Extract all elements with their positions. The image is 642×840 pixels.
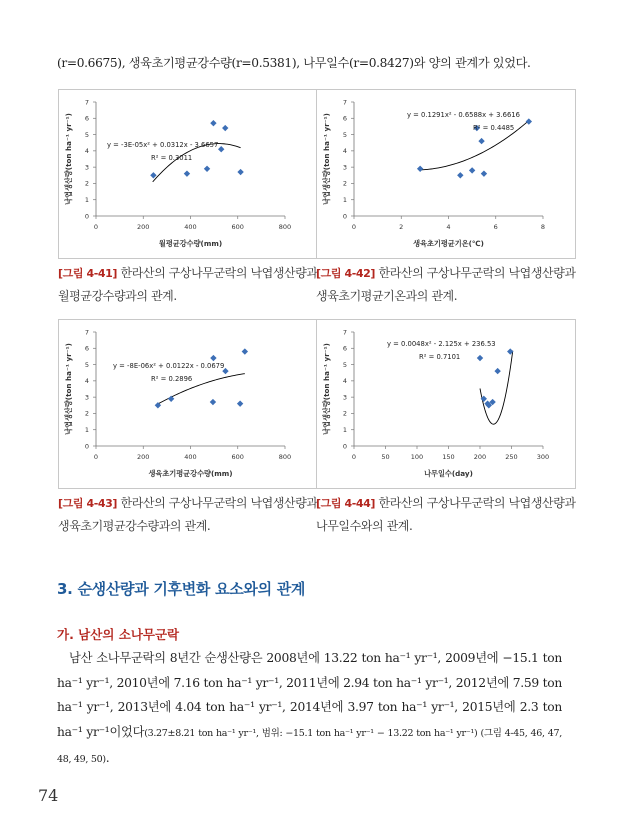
y-tick-label: 3: [342, 393, 347, 402]
x-axis-label: 생육초기평균기온(℃): [413, 239, 484, 248]
trend-equation: y = 0.1291x² - 0.6588x + 3.6616: [407, 111, 520, 119]
data-point: [210, 120, 216, 126]
x-tick-label: 800: [278, 223, 292, 231]
y-tick-label: 7: [342, 328, 347, 337]
y-tick-label: 1: [342, 426, 347, 435]
body-text-main: 남산 소나무군락의 8년간 순생산량은 2008년에 13.22 ton ha⁻¹ yr⁻¹, 2009년에 −15.1 ton ha⁻¹ yr⁻¹, 2010년에 7.16 ton ha⁻¹ yr⁻¹, 2011년에 2.94 ton ha⁻¹ yr⁻¹, 2012년에 7.59 ton ha⁻¹ yr⁻¹, 2013년에 4.04 ton ha⁻¹ yr⁻¹, 2014년에 3.97 ton ha⁻¹ yr⁻¹, 2015년에 2.3 ton ha⁻¹ yr⁻¹이었다: [57, 651, 562, 739]
x-tick-label: 50: [381, 453, 390, 461]
data-point: [237, 400, 243, 406]
y-tick-label: 6: [342, 114, 347, 123]
data-point: [481, 170, 487, 176]
data-point: [242, 348, 248, 354]
r-squared-label: R² = 0.3011: [151, 154, 193, 162]
x-tick-label: 400: [184, 453, 197, 461]
data-point: [210, 355, 216, 361]
y-tick-label: 7: [84, 328, 89, 337]
y-tick-label: 5: [342, 130, 347, 139]
x-tick-label: 2: [399, 223, 404, 231]
data-point: [204, 166, 210, 172]
y-tick-label: 7: [342, 98, 347, 107]
y-tick-label: 1: [84, 196, 89, 205]
x-tick-label: 400: [184, 223, 197, 231]
body-paragraph: [57, 646, 562, 773]
chart-fig44: [316, 319, 576, 489]
x-tick-label: 800: [278, 453, 292, 461]
trend-equation: y = -3E-05x² + 0.0312x - 3.6657: [107, 141, 219, 149]
x-tick-label: 0: [93, 453, 99, 461]
y-tick-label: 0: [84, 212, 89, 221]
y-axis-label: 낙엽생산량(ton ha⁻¹ yr⁻¹): [64, 113, 73, 205]
y-tick-label: 0: [84, 442, 89, 451]
y-tick-label: 4: [342, 147, 347, 156]
y-tick-label: 3: [84, 393, 89, 402]
y-tick-label: 4: [342, 377, 347, 386]
y-tick-label: 6: [342, 344, 347, 353]
r-squared-label: R² = 0.2896: [151, 375, 193, 383]
y-tick-label: 4: [84, 147, 89, 156]
y-axis-label: 낙엽생산량(ton ha⁻¹ yr⁻¹): [322, 113, 331, 205]
y-tick-label: 5: [84, 130, 89, 139]
x-tick-label: 600: [231, 223, 244, 231]
data-point: [469, 167, 475, 173]
x-tick-label: 6: [493, 223, 498, 231]
x-tick-label: 8: [540, 223, 546, 231]
r-squared-label: R² = 0.4485: [473, 124, 515, 132]
y-tick-label: 2: [84, 179, 89, 188]
y-tick-label: 7: [84, 98, 89, 107]
y-tick-label: 5: [342, 360, 347, 369]
caption-fig44: [316, 492, 581, 537]
x-tick-label: 200: [473, 453, 487, 461]
caption-fig43: [58, 492, 323, 537]
y-tick-label: 5: [84, 360, 89, 369]
caption-text: 한라산의 구상나무군락의 낙엽생산량과 생육초기평균기온과의 관계.: [316, 266, 576, 303]
data-point: [417, 166, 423, 172]
y-tick-label: 0: [342, 442, 347, 451]
y-tick-label: 3: [342, 163, 347, 172]
body-text-end: .: [105, 751, 110, 766]
page-number: 74: [38, 786, 59, 805]
chart-svg-fig44: [317, 320, 575, 488]
caption-text: 한라산의 구상나무군락의 낙엽생산량과 생육초기평균강수량과의 관계.: [58, 496, 318, 533]
section-title: 3. 순생산량과 기후변화 요소와의 관계: [57, 580, 306, 598]
x-tick-label: 100: [410, 453, 424, 461]
x-tick-label: 200: [137, 453, 150, 461]
caption-number: [그림 4-44]: [316, 497, 376, 510]
data-point: [184, 170, 190, 176]
data-point: [150, 172, 156, 178]
data-point: [477, 355, 483, 361]
y-tick-label: 0: [342, 212, 347, 221]
x-axis-label: 나무일수(day): [424, 469, 473, 478]
chart-fig43: [58, 319, 318, 489]
x-axis-label: 생육초기평균강수량(mm): [148, 469, 233, 478]
y-axis-label: 낙엽생산량(ton ha⁻¹ yr⁻¹): [64, 343, 73, 435]
y-tick-label: 1: [84, 426, 89, 435]
chart-fig41: [58, 89, 318, 259]
x-tick-label: 300: [536, 453, 550, 461]
data-point: [222, 125, 228, 131]
y-tick-label: 4: [84, 377, 89, 386]
trend-equation: y = 0.0048x² - 2.125x + 236.53: [387, 340, 496, 348]
x-axis-label: 월평균강수량(mm): [158, 239, 223, 248]
x-tick-label: 4: [446, 223, 451, 231]
data-point: [237, 169, 243, 175]
trendline: [153, 144, 241, 182]
r-squared-label: R² = 0.7101: [419, 353, 461, 361]
y-tick-label: 2: [342, 409, 347, 418]
y-tick-label: 1: [342, 196, 347, 205]
data-point: [457, 172, 463, 178]
x-tick-label: 150: [442, 453, 455, 461]
caption-text: 한라산의 구상나무군락의 낙엽생산량과 월평균강수량과의 관계.: [58, 266, 318, 303]
data-point: [210, 399, 216, 405]
caption-fig42: [316, 262, 581, 307]
data-point: [526, 118, 532, 124]
x-tick-label: 0: [351, 453, 357, 461]
x-tick-label: 250: [505, 453, 518, 461]
body-text-stats: (3.27±8.21 ton ha⁻¹ yr⁻¹, 범위: −15.1 ton ha⁻¹ yr⁻¹ − 13.22 ton ha⁻¹ yr⁻¹) (그림 4-45, 46, 47, 48, 49, 50): [57, 727, 562, 766]
caption-fig41: [58, 262, 323, 307]
caption-number: [그림 4-41]: [58, 267, 118, 280]
y-tick-label: 2: [342, 179, 347, 188]
data-point: [478, 138, 484, 144]
x-tick-label: 200: [137, 223, 150, 231]
caption-text: 한라산의 구상나무군락의 낙엽생산량과 나무일수와의 관계.: [316, 496, 576, 533]
y-tick-label: 6: [84, 344, 89, 353]
subsection-title: 가. 남산의 소나무군락: [57, 627, 180, 642]
y-tick-label: 3: [84, 163, 89, 172]
x-tick-label: 600: [231, 453, 244, 461]
y-axis-label: 낙엽생산량(ton ha⁻¹ yr⁻¹): [322, 343, 331, 435]
trendline: [480, 351, 513, 424]
caption-number: [그림 4-43]: [58, 497, 118, 510]
y-tick-label: 6: [84, 114, 89, 123]
intro-line: (r=0.6675), 생육초기평균강수량(r=0.5381), 나무일수(r=0.8427)와 양의 관계가 있었다.: [57, 56, 531, 70]
chart-svg-fig43: [59, 320, 317, 488]
caption-number: [그림 4-42]: [316, 267, 376, 280]
trend-equation: y = -8E-06x² + 0.0122x - 0.0679: [113, 362, 225, 370]
data-point: [494, 368, 500, 374]
x-tick-label: 0: [351, 223, 357, 231]
chart-svg-fig42: [317, 90, 575, 258]
x-tick-label: 0: [93, 223, 99, 231]
y-tick-label: 2: [84, 409, 89, 418]
chart-svg-fig41: [59, 90, 317, 258]
chart-fig42: [316, 89, 576, 259]
data-point: [168, 396, 174, 402]
data-point: [218, 146, 224, 152]
